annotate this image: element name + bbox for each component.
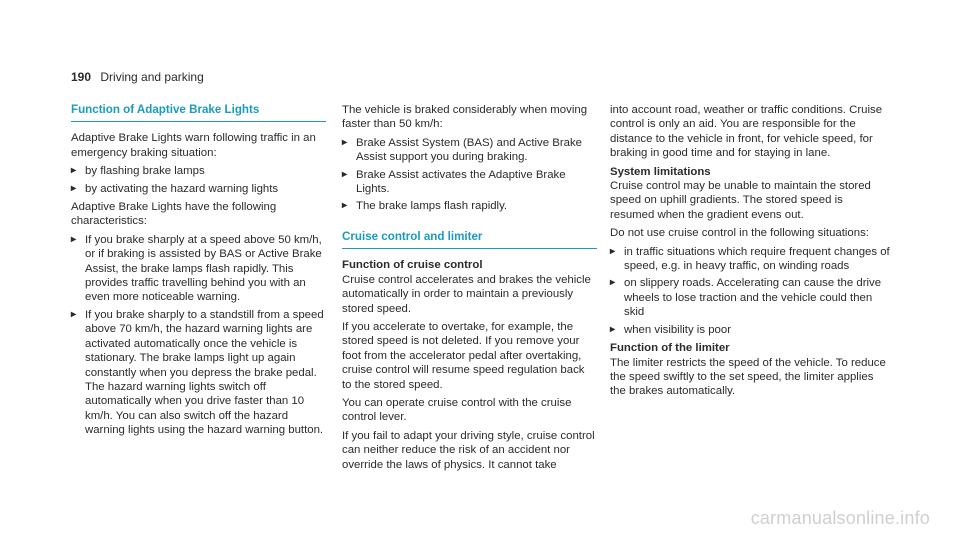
column-1 — [71, 103, 326, 442]
page-header — [71, 70, 204, 84]
page-number: 190 — [71, 70, 92, 84]
paragraph: Cruise control accelerates and brakes the vehicle automatically in order to maintain a previously stored speed. — [342, 273, 591, 315]
section-title-adaptive-brake-lights: Function of Adaptive Brake Lights — [71, 103, 326, 122]
bullet-list — [71, 233, 326, 438]
section-title-cruise-control: Cruise control and limiter — [342, 230, 597, 249]
list-item: ▸ by flashing brake lamps — [71, 164, 326, 178]
watermark: carmanualsonline.info — [750, 507, 930, 528]
subheading: System limitations — [610, 165, 711, 178]
paragraph: You can operate cruise control with the cruise control lever. — [342, 397, 572, 424]
list-item: ▸ Brake Assist System (BAS) and Active Brake Assist support you during braking. — [342, 136, 597, 165]
subheading: Function of cruise control — [342, 259, 483, 272]
paragraph: Adaptive Brake Lights have the following characteristics: — [71, 201, 277, 228]
paragraph: Adaptive Brake Lights warn following traffic in an emergency braking situation: — [71, 132, 316, 159]
paragraph: The limiter restricts the speed of the vehicle. To reduce the speed swiftly to the set speed, the limiter applies the brakes automatically. — [610, 356, 886, 398]
paragraph: Do not use cruise control in the following situations: — [610, 227, 869, 240]
column-3 — [610, 103, 890, 403]
paragraph: The vehicle is braked considerably when moving faster than 50 km/h: — [342, 104, 588, 131]
bullet-list — [71, 164, 326, 196]
column-2-cruise-section — [342, 230, 597, 476]
bullet-list — [610, 245, 890, 337]
list-item: ▸ in traffic situations which require frequent changes of speed, e.g. in heavy traffic, on winding roads — [610, 245, 890, 274]
list-item: ▸ by activating the hazard warning lights — [71, 182, 326, 196]
column-2 — [342, 103, 597, 218]
list-item: ▸ when visibility is poor — [610, 323, 890, 337]
paragraph: Cruise control may be unable to maintain the stored speed on uphill gradients. The stored speed is resumed when the gradient evens out. — [610, 180, 871, 221]
paragraph: into account road, weather or traffic conditions. Cruise control is only an aid. You are responsible for the distance to the vehicle in front, for vehicle speed, for braking in good time and for staying in lane. — [610, 104, 883, 160]
paragraph: If you fail to adapt your driving style, cruise control can neither reduce the risk of an accident nor override the laws of physics. It cannot take — [342, 429, 595, 471]
list-item: ▸ If you brake sharply to a standstill from a speed above 70 km/h, the hazard warning lights are activated automatically once the vehicle is stationary. The brake lamps light up again constantly when you depress the brake pedal. The hazard warning lights switch off automatically when you drive faster than 10 km/h. You can also switch off the hazard warning lights using the hazard warning button. — [71, 308, 326, 438]
list-item: ▸ The brake lamps flash rapidly. — [342, 199, 597, 213]
paragraph: If you accelerate to overtake, for example, the stored speed is not deleted. If you remove your foot from the accelerator pedal after overtaking, cruise control will resume speed regulation back to the stored speed. — [342, 321, 585, 391]
subheading: Function of the limiter — [610, 342, 730, 355]
bullet-list — [342, 136, 597, 214]
list-item: ▸ Brake Assist activates the Adaptive Brake Lights. — [342, 168, 597, 197]
list-item: ▸ on slippery roads. Accelerating can cause the drive wheels to lose traction and the vehicle could then skid — [610, 276, 890, 319]
section-name: Driving and parking — [100, 70, 204, 84]
list-item: ▸ If you brake sharply at a speed above 50 km/h, or if braking is assisted by BAS or Active Brake Assist, the brake lamps flash rapidly. This provides traffic travelling behind you with an even more noticeable warning. — [71, 233, 326, 305]
